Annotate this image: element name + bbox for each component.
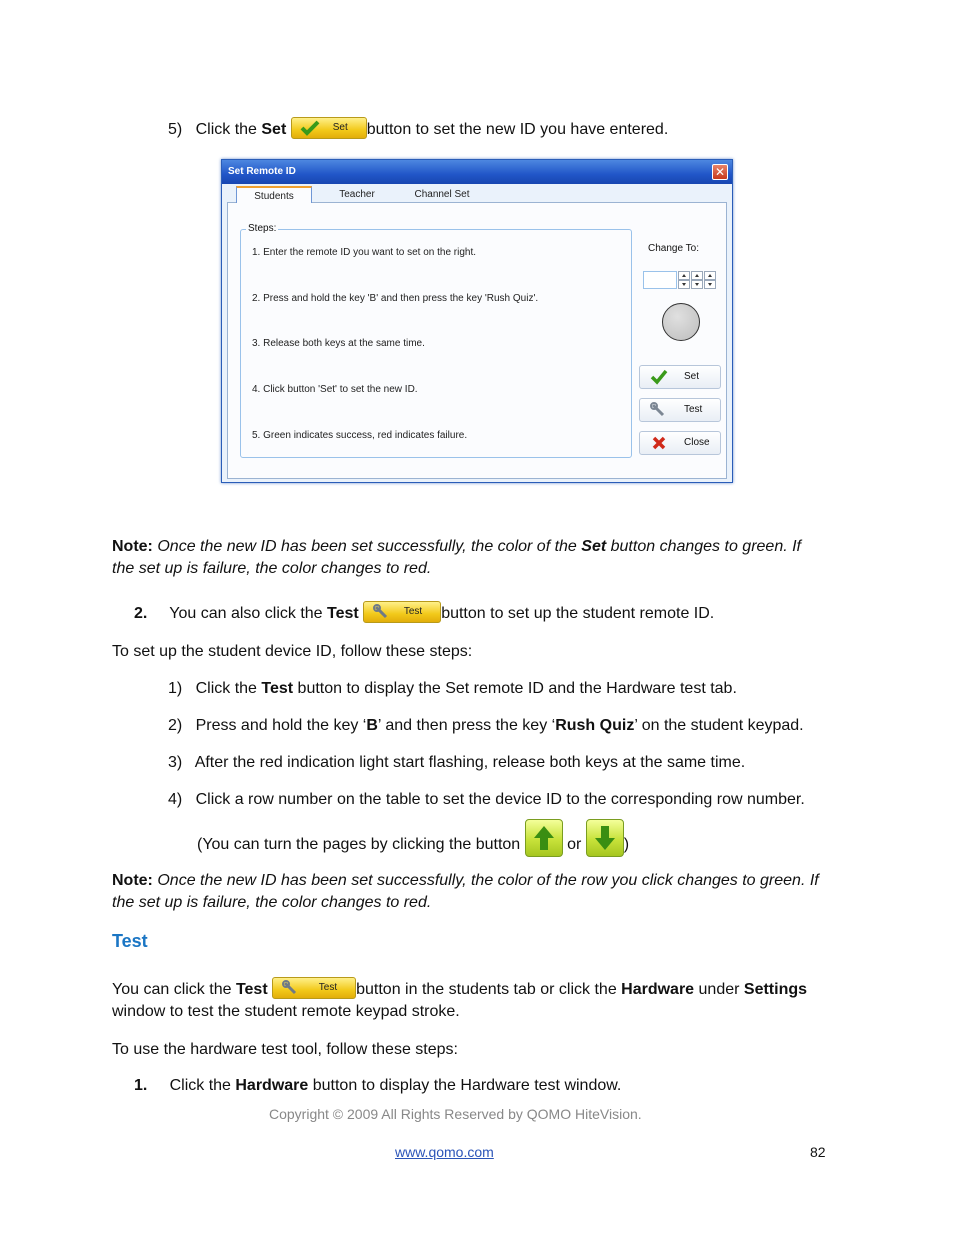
set-button[interactable] <box>639 365 721 389</box>
substep-2 <box>168 716 804 736</box>
arrow-down-icon <box>593 824 617 852</box>
note-1-line-2: the set up is failure, the color changes to red. <box>112 560 432 577</box>
wrench-icon <box>650 402 668 418</box>
status-indicator-light <box>662 303 700 341</box>
step-line: 4. Click button 'Set' to set the new ID. <box>252 384 418 395</box>
item-text: You can also click the <box>169 605 328 622</box>
step-text: ) <box>623 836 630 854</box>
close-icon[interactable]: ✕ <box>712 164 728 180</box>
tab-label: Channel Set <box>414 189 470 200</box>
tab-students[interactable] <box>236 186 312 203</box>
step-text: Press and hold the key ‘ <box>195 717 367 734</box>
note-text: Once the new ID has been set successfully, the color of the <box>157 538 582 555</box>
para-text: You can click the <box>112 981 236 998</box>
test-button-image <box>272 977 356 999</box>
copyright: Copyright © 2009 All Rights Reserved by QOMO HiteVision. <box>269 1106 642 1122</box>
substep-1 <box>168 679 737 699</box>
step-bold: Test <box>261 680 294 697</box>
test-button-image <box>363 601 441 623</box>
steps-label: Steps: <box>248 223 277 234</box>
step-text-after: ’ on the student keypad. <box>634 717 804 734</box>
page-down-button-image <box>586 819 624 857</box>
button-label: Test <box>318 981 338 993</box>
step-number: 2) <box>168 717 183 734</box>
item-text-after: button to set up the student remote ID. <box>441 605 715 622</box>
test-button[interactable] <box>639 398 721 422</box>
para-text: button in the students tab or click the <box>356 981 622 998</box>
step-5 <box>168 120 668 140</box>
note-bold: Set <box>581 538 607 555</box>
checkmark-icon <box>650 369 668 385</box>
step-text: After the red indication light start flashing, release both keys at the same time. <box>194 754 746 771</box>
tab-label: Students <box>254 191 294 202</box>
item-number: 1. <box>134 1077 148 1094</box>
item-number: 2. <box>134 605 148 622</box>
tab-teacher[interactable] <box>322 186 392 203</box>
test-paragraph <box>112 980 807 1000</box>
step-number: 5) <box>168 121 183 138</box>
step-line: 2. Press and hold the key 'B' and then press the key 'Rush Quiz'. <box>252 293 539 304</box>
page-up-button-image <box>525 819 563 857</box>
close-button[interactable] <box>639 431 721 455</box>
step-number: 3) <box>168 754 183 771</box>
item-bold: Test <box>327 605 359 622</box>
button-label: Set <box>684 371 700 382</box>
para-bold: Settings <box>743 981 808 998</box>
step-text-after: button to display the Set remote ID and the Hardware test tab. <box>293 680 737 697</box>
note-text: button changes to green. If <box>606 538 801 555</box>
step-line: 5. Green indicates success, red indicates failure. <box>252 430 468 441</box>
change-to-label: Change To: <box>648 243 699 254</box>
item-bold: Hardware <box>235 1077 309 1094</box>
substep-3 <box>168 753 745 773</box>
substep-4 <box>168 790 805 810</box>
step-number: 4) <box>168 791 183 808</box>
step-text: Click a row number on the table to set the device ID to the corresponding row number. <box>195 791 805 808</box>
step-text-after: button to set the new ID you have entered. <box>366 121 669 138</box>
para-bold: Test <box>235 981 268 998</box>
note-label: Note: <box>112 872 153 889</box>
item-text: Click the <box>169 1077 236 1094</box>
para-text: under <box>694 981 744 998</box>
test-paragraph-line-2: window to test the student remote keypad stroke. <box>112 1003 460 1020</box>
arrow-up-icon <box>532 824 556 852</box>
item-text-after: button to display the Hardware test window. <box>308 1077 622 1094</box>
note-1 <box>112 537 801 557</box>
step-line: 1. Enter the remote ID you want to set on the right. <box>252 247 477 258</box>
note-2 <box>112 871 819 891</box>
note-text: Once the new ID has been set successfully, the color of the row you click changes to green. If <box>157 872 819 889</box>
step-text: (You can turn the pages by clicking the button <box>197 836 525 854</box>
step-number: 1) <box>168 680 183 697</box>
checkmark-icon <box>300 120 320 136</box>
button-label: Close <box>684 437 710 448</box>
set-button-image <box>291 117 367 139</box>
step-text: Click the <box>195 680 262 697</box>
tab-channel-set[interactable] <box>402 186 482 203</box>
button-label: Test <box>403 605 423 617</box>
key-rush-quiz: Rush Quiz <box>555 717 635 734</box>
step-text: or <box>562 836 586 854</box>
tab-label: Teacher <box>339 189 375 200</box>
step-text: Click the <box>195 121 262 138</box>
id-spinners[interactable] <box>678 271 716 289</box>
step-line: 3. Release both keys at the same time. <box>252 338 425 349</box>
para-bold: Hardware <box>621 981 695 998</box>
footer-link[interactable]: www.qomo.com <box>395 1144 494 1160</box>
button-label: Set <box>332 121 348 133</box>
item-2 <box>134 604 714 624</box>
button-label: Test <box>684 404 703 415</box>
dialog-panel <box>227 202 727 479</box>
step-bold: Set <box>261 121 287 138</box>
section-heading: Test <box>112 931 148 951</box>
page-number: 82 <box>810 1144 826 1160</box>
note-label: Note: <box>112 538 153 555</box>
dialog-title: Set Remote ID <box>228 166 296 177</box>
hardware-step-1 <box>134 1076 621 1096</box>
red-x-icon <box>650 435 668 451</box>
intro-paragraph-2: To use the hardware test tool, follow these steps: <box>112 1041 458 1058</box>
dialog-title-bar <box>222 160 732 184</box>
set-remote-id-dialog <box>221 159 733 483</box>
substep-4-line-2 <box>197 833 629 857</box>
wrench-icon <box>281 980 301 996</box>
key-b: B <box>366 717 378 734</box>
id-input[interactable] <box>643 271 677 289</box>
note-2-line-2: the set up is failure, the color changes to red. <box>112 894 432 911</box>
intro-paragraph-1: To set up the student device ID, follow these steps: <box>112 643 473 660</box>
wrench-icon <box>372 604 392 620</box>
step-text: ’ and then press the key ‘ <box>377 717 556 734</box>
